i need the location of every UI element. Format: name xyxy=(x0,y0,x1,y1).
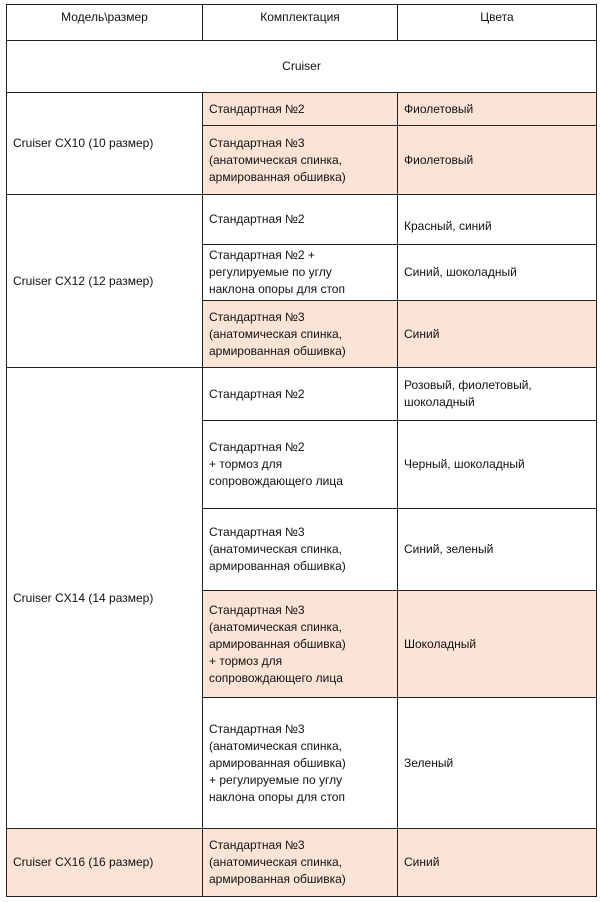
table-row xyxy=(7,195,597,245)
config-line: + регулируемые по углу xyxy=(209,772,343,787)
header-model: Модель\размер xyxy=(7,5,203,41)
colors-line: Зеленый xyxy=(404,755,454,770)
colors-cell xyxy=(398,368,597,421)
config-line: армированная обшивка) xyxy=(209,636,346,651)
table-row xyxy=(7,829,597,897)
table-row xyxy=(7,368,597,421)
config-cell xyxy=(203,698,398,829)
colors-line: Синий, зеленый xyxy=(404,542,494,556)
config-line: Стандартная №2 + xyxy=(209,248,315,262)
model-cell-cx12: Cruiser CX12 (12 размер) xyxy=(7,195,203,368)
config-line: Стандартная №2 xyxy=(209,386,305,401)
colors-cell xyxy=(398,591,597,698)
config-line: армированная обшивка) xyxy=(209,872,346,886)
config-line: Стандартная №3 xyxy=(209,309,305,324)
header-config: Комплектация xyxy=(203,5,398,41)
config-cell xyxy=(203,126,398,195)
model-cell-cx16: Cruiser CX16 (16 размер) xyxy=(7,829,203,897)
config-line: Стандартная №2 xyxy=(209,440,305,454)
config-line: + тормоз для xyxy=(209,457,283,471)
colors-line: Красный, синий xyxy=(404,219,492,233)
colors-cell xyxy=(398,245,597,301)
colors-line: Фиолетовый xyxy=(404,152,474,167)
config-cell xyxy=(203,195,398,245)
colors-line: Синий xyxy=(404,855,440,869)
config-line: Стандартная №2 xyxy=(209,101,305,116)
config-line: регулируемые по углу xyxy=(209,265,332,279)
model-cell-cx14: Cruiser CX14 (14 размер) xyxy=(7,368,203,829)
config-line: (анатомическая спинка, xyxy=(209,738,342,753)
config-line: Стандартная №3 xyxy=(209,602,305,617)
colors-line: Розовый, фиолетовый, xyxy=(404,378,532,392)
config-line: (анатомическая спинка, xyxy=(209,855,342,869)
config-cell xyxy=(203,93,398,126)
config-cell xyxy=(203,301,398,368)
colors-line: Шоколадный xyxy=(404,636,477,651)
colors-cell xyxy=(398,421,597,509)
wheelchair-spec-table xyxy=(6,4,597,897)
colors-line: Черный, шоколадный xyxy=(404,457,525,471)
config-line: армированная обшивка) xyxy=(209,755,346,770)
colors-line: шоколадный xyxy=(404,395,475,409)
config-line: армированная обшивка) xyxy=(209,169,346,184)
header-colors: Цвета xyxy=(398,5,597,41)
colors-line: Синий, шоколадный xyxy=(404,265,517,279)
config-cell xyxy=(203,591,398,698)
config-line: (анатомическая спинка, xyxy=(209,542,342,556)
section-row xyxy=(7,41,597,93)
config-line: наклона опоры для стоп xyxy=(209,282,345,296)
config-cell xyxy=(203,509,398,591)
config-cell xyxy=(203,368,398,421)
config-line: сопровождающего лица xyxy=(209,670,343,685)
config-line: Стандартная №2 xyxy=(209,212,305,226)
config-line: армированная обшивка) xyxy=(209,559,346,573)
colors-line: Фиолетовый xyxy=(404,101,474,116)
config-cell xyxy=(203,421,398,509)
config-line: Стандартная №3 xyxy=(209,135,305,150)
config-line: наклона опоры для стоп xyxy=(209,789,345,804)
colors-cell xyxy=(398,509,597,591)
colors-cell xyxy=(398,301,597,368)
config-line: + тормоз для xyxy=(209,653,283,668)
table-row xyxy=(7,93,597,126)
config-line: (анатомическая спинка, xyxy=(209,152,342,167)
config-line: Стандартная №3 xyxy=(209,721,305,736)
config-cell xyxy=(203,829,398,897)
colors-cell xyxy=(398,195,597,245)
config-line: армированная обшивка) xyxy=(209,343,346,358)
colors-cell xyxy=(398,126,597,195)
config-line: Стандартная №3 xyxy=(209,838,305,852)
colors-cell xyxy=(398,93,597,126)
config-line: сопровождающего лица xyxy=(209,474,343,488)
config-line: (анатомическая спинка, xyxy=(209,326,342,341)
model-cell-cx10: Cruiser CX10 (10 размер) xyxy=(7,93,203,195)
config-line: Стандартная №3 xyxy=(209,525,305,539)
colors-line: Синий xyxy=(404,326,440,341)
colors-cell xyxy=(398,698,597,829)
section-title: Cruiser xyxy=(7,41,597,93)
table-header-row xyxy=(7,5,597,41)
colors-cell xyxy=(398,829,597,897)
config-cell xyxy=(203,245,398,301)
config-line: (анатомическая спинка, xyxy=(209,619,342,634)
